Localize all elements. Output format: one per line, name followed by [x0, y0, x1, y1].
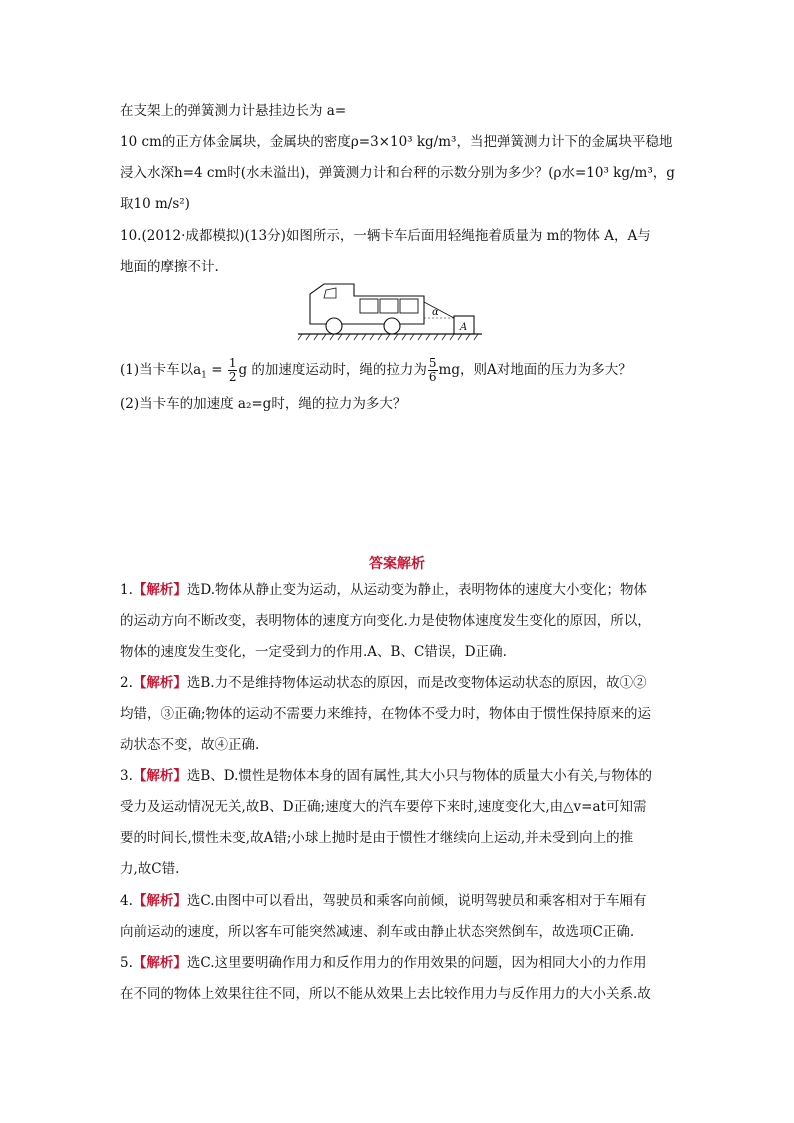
q10-sub-2: (2)当卡车的加速度 a₂=g时，绳的拉力为多大？	[120, 396, 407, 412]
q9-line-2: 10 cm的正方体金属块，金属块的密度ρ=3×10³ kg/m³，当把弹簧测力计下的金属块平稳地	[120, 134, 673, 150]
analysis-tag: 【解析】	[132, 955, 187, 971]
answer-2-line-2: 均错，③正确;物体的运动不需要力来维持，在物体不受力时，物体由于惯性保持原来的运	[120, 706, 652, 722]
q10-line-1: 10.(2012·成都模拟)(13分)如图所示，一辆卡车后面用轻绳拖着质量为 m的物体 A，A与	[120, 228, 651, 244]
answer-5-line-2: 在不同的物体上效果往往不同，所以不能从效果上去比较作用力与反作用力的大小关系.故	[120, 986, 651, 1002]
alpha-label: α	[432, 307, 439, 318]
answer-3-line-1: 3.【解析】选B、D.惯性是物体本身的固有属性,其大小只与物体的质量大小有关,与物体的	[120, 768, 653, 784]
q10-sub-1	[120, 357, 632, 384]
truck-diagram	[296, 282, 484, 344]
sub1-text-mid: g 的加速度运动时，绳的拉力为	[238, 362, 427, 378]
analysis-tag: 【解析】	[132, 582, 187, 598]
answer-3-line-4: 力,故C错.	[120, 861, 180, 877]
answer-2-line-3: 动状态不变，故④正确.	[120, 737, 260, 753]
block-a-label: A	[460, 322, 468, 333]
answer-5-line-1: 5.【解析】选C.这里要明确作用力和反作用力的作用效果的问题，因为相同大小的力作用	[120, 955, 647, 971]
answer-4-line-2: 向前运动的速度，所以客车可能突然减速、刹车或由静止状态突然倒车，故选项C正确.	[120, 924, 635, 940]
sub1-text-post: mg，则A对地面的压力为多大？	[438, 362, 632, 378]
answers-heading: 答案解析	[369, 556, 425, 572]
answer-3-line-2: 受力及运动情况无关,故B、D正确;速度大的汽车要停下来时,速度变化大,由△v=at可知需	[120, 799, 647, 815]
answer-4-line-1: 4.【解析】选C.由图中可以看出，驾驶员和乘客向前倾，说明驾驶员和乘客相对于车厢有	[120, 893, 647, 909]
analysis-tag: 【解析】	[132, 675, 187, 691]
q9-line-3: 浸入水深h=4 cm时(水未溢出)，弹簧测力计和台秤的示数分别为多少？(ρ水=10³ kg/m³，g	[120, 165, 675, 181]
sub1-equals: =	[206, 362, 227, 378]
fraction-five-sixths: $\frac{5}{6}$	[428, 356, 437, 384]
fraction-one-half: $\frac{1}{2}$	[228, 356, 237, 384]
answer-1-line-1: 1.【解析】选D.物体从静止变为运动，从运动变为静止，表明物体的速度大小变化；物体	[120, 582, 648, 598]
sub1-text-pre: (1)当卡车以a	[120, 362, 202, 378]
answer-3-line-3: 要的时间长,惯性未变,故A错;小球上抛时是由于惯性才继续向上运动,并未受到向上的推	[120, 830, 634, 846]
sub1-subscript: 1	[201, 370, 207, 381]
q9-line-1: 在支架上的弹簧测力计悬挂边长为 a=	[120, 103, 347, 119]
answer-1-line-2: 的运动方向不断改变，表明物体的速度方向变化.力是使物体速度发生变化的原因，所以，	[120, 613, 651, 629]
analysis-tag: 【解析】	[132, 893, 187, 909]
answer-2-line-1: 2.【解析】选B.力不是维持物体运动状态的原因，而是改变物体运动状态的原因，故①②	[120, 675, 647, 691]
answer-1-line-3: 物体的速度发生变化，一定受到力的作用.A、B、C错误，D正确.	[120, 644, 507, 660]
q9-line-4: 取10 m/s²)	[120, 196, 190, 212]
q10-line-2: 地面的摩擦不计.	[120, 259, 219, 275]
analysis-tag: 【解析】	[132, 768, 187, 784]
